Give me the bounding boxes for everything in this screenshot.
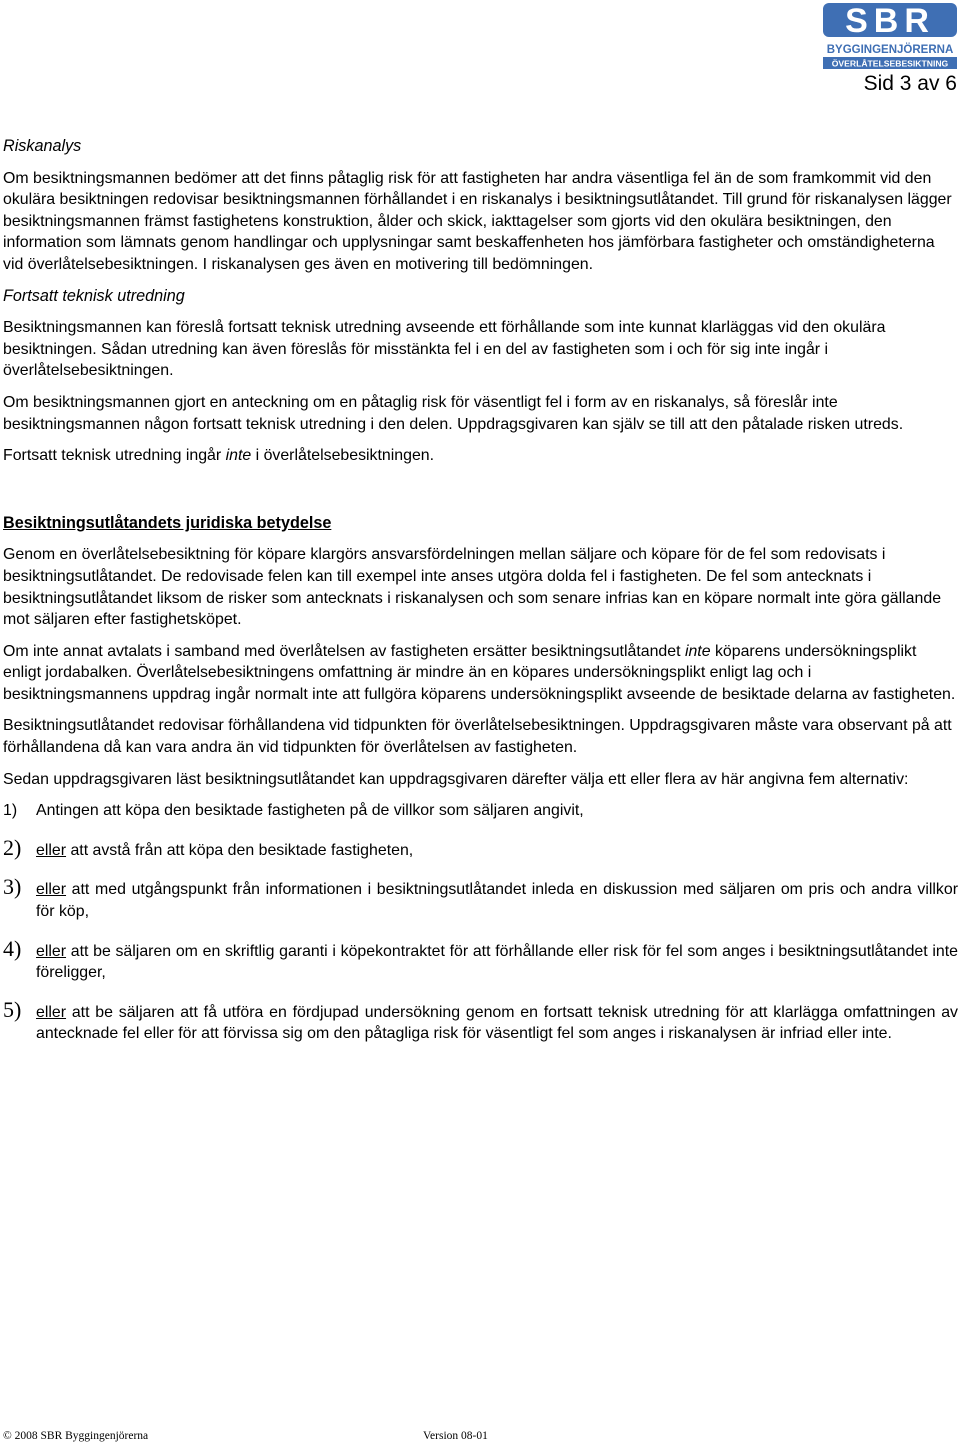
list-item-text: Antingen att köpa den besiktade fastigheten på de villkor som säljaren angivit, — [36, 802, 584, 820]
list-item-text: att be säljaren om en skriftlig garanti i köpekontraktet för att förhållande eller risk för fel som anges i besiktningsutlåtandet inte föreligger, — [36, 942, 958, 982]
fortsatt-paragraph-1: Besiktningsmannen kan föreslå fortsatt teknisk utredning avseende ett förhållande som inte kunnat klarläggas vid den okulära besiktningen. Sådan utredning kan även föreslås för misstänkta fel i en del av fastigheten som i och för sig inte ingår i överlåtelsebesiktningen. — [3, 319, 886, 380]
heading-juridiska-betydelse: Besiktningsutlåtandets juridiska betydelse — [3, 513, 332, 532]
riskanalys-text-a: Om besiktningsmannen bedömer att det finns påtaglig risk för att fastigheten har andra väsentliga fel än de som framkommit vid den okulära besiktningen redovisar besiktningsmannen förhållandet i en riskanalys i besiktningsutlåtandet. — [3, 169, 932, 209]
list-item-number: 2) — [3, 834, 22, 860]
list-item-number: 1) — [3, 802, 18, 820]
footer-copyright — [3, 1429, 148, 1443]
copyright-icon: © — [3, 1430, 12, 1442]
list-item — [3, 996, 958, 1045]
juridiska-p2-emphasis: inte — [684, 642, 711, 660]
document-body — [3, 136, 958, 1045]
juridiska-p2-text-a: Om inte annat avtalats i samband med överlåtelsen av fastigheten ersätter besiktningsutlåtandet — [3, 642, 685, 660]
juridiska-paragraph-1: Genom en överlåtelsebesiktning för köpare klargörs ansvarsfördelningen mellan säljare och köpare för de fel som redovisats i besiktningsutlåtandet. De redovisade felen kan till exempel inte anses utgöra dolda fel i fastigheten. De fel som antecknats i besiktningsutlåtandet liksom de risker som antecknats i riskanalysen och som senare infrias kan en köpare normalt inte göra gällande mot säljaren efter fastighetsköpet. — [3, 546, 942, 629]
logo-mark-text: SBR — [845, 3, 935, 40]
list-item-text: att avstå från att köpa den besiktade fastigheten, — [66, 841, 414, 859]
alternatives-list — [3, 800, 958, 1045]
logo-subtitle: ÖVERLÅTELSEBESIKTNING — [831, 58, 949, 69]
fortsatt-p3-emphasis: inte — [225, 447, 252, 465]
list-item-number: 3) — [3, 874, 22, 900]
juridiska-paragraph-3: Besiktningsutlåtandet redovisar förhållandena vid tidpunkten för överlåtelsebesiktningen. Uppdragsgivaren måste vara observant på att förhållandena då kan vara andra än vid tidpunkten för överlåtelsen av fastigheten. — [3, 717, 952, 757]
juridiska-paragraph-2 — [3, 641, 958, 706]
list-item — [3, 834, 958, 862]
logo-name: BYGGINGENJÖRERNA — [826, 44, 954, 56]
juridiska-p2-text-b: köparens undersökningsplikt enligt jordabalken. Överlåtelsebesiktningens omfattning är mindre än en köpares undersökningsplikt enligt lag och i besiktningsmannens uppdrag ingår normalt inte att fullgöra köparens undersökningsplikt avseende de besiktade delarna av fastigheten. — [3, 642, 956, 703]
fortsatt-p3-text-a: Fortsatt teknisk utredning ingår — [3, 447, 226, 465]
list-item-number: 4) — [3, 935, 22, 961]
fortsatt-p3-text-b: i överlåtelsebesiktningen. — [251, 447, 435, 465]
list-item-text: att be säljaren att få utföra en fördjupad undersökning genom en fortsatt teknisk utredning för att klarlägga omfattningen av antecknade fel eller för att förvissa sig om den påtagliga risk för väsentligt fel som anges i riskanalysen är infriad eller inte. — [36, 1003, 958, 1043]
list-item-eller: eller — [36, 942, 67, 960]
fortsatt-paragraph-2: Om besiktningsmannen gjort en anteckning om en påtaglig risk för väsentligt fel i form av en riskanalys, så föreslår inte besiktningsmannen någon fortsatt teknisk utredning i den delen. Uppdragsgivaren kan själv se till att den påtalade risken utreds. — [3, 393, 904, 433]
page-number: Sid 3 av 6 — [863, 72, 957, 95]
juridiska-paragraph-4: Sedan uppdragsgivaren läst besiktningsutlåtandet kan uppdragsgivaren därefter välja ett eller flera av här angivna fem alternativ: — [3, 770, 909, 788]
footer-copyright-text: 2008 SBR Byggingenjörerna — [11, 1430, 149, 1442]
footer-version: Version 08-01 — [423, 1430, 488, 1442]
list-item — [3, 874, 958, 922]
heading-riskanalys: Riskanalys — [3, 137, 82, 155]
list-item — [3, 800, 958, 822]
list-item-eller: eller — [36, 1003, 67, 1021]
list-item-eller: eller — [36, 881, 67, 899]
list-item — [3, 935, 958, 984]
sbr-logo — [823, 3, 957, 70]
riskanalys-text-b: Till grund för riskanalysen lägger besiktningsmannen främst fastighetens konstruktion, ålder och skick, iakttagelser som gjorts vid den okulära besiktningen, den information som lämnats genom handlingar och upplysningar samt beskaffenheten hos jämförbara fastigheter och omständigheterna vid överlåtelsebesiktningen. I riskanalysen ges även en motivering till bedömningen. — [3, 191, 952, 273]
list-item-eller: eller — [36, 841, 67, 859]
list-item-text: att med utgångspunkt från informationen i besiktningsutlåtandet inleda en diskussion med säljaren om pris och andra villkor för köp, — [36, 881, 958, 921]
fortsatt-paragraph-3 — [3, 445, 958, 467]
list-item-number: 5) — [3, 996, 22, 1022]
riskanalys-paragraph — [3, 168, 958, 276]
heading-fortsatt-utredning: Fortsatt teknisk utredning — [3, 286, 185, 305]
